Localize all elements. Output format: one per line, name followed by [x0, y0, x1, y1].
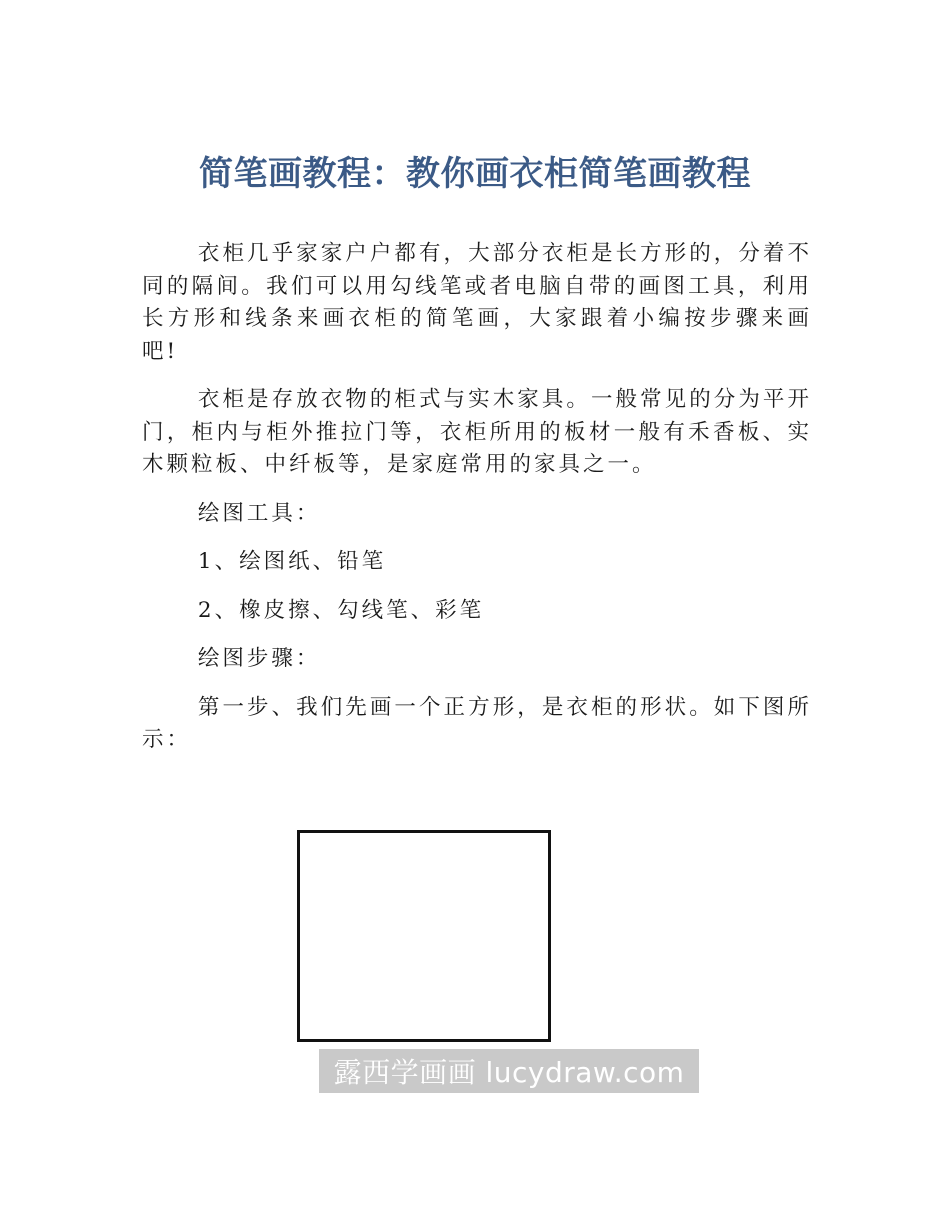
- document-body: [142, 238, 812, 773]
- paragraph-tools-heading: 绘图工具：: [197, 500, 321, 526]
- paragraph-description: 衣柜是存放衣物的柜式与实木家具。一般常见的分为平开门，柜内与柜外推拉门等，衣柜所用的板材一般有禾香板、实木颗粒板、中纤板等，是家庭常用的家具之一。: [142, 387, 812, 477]
- paragraph-intro: 衣柜几乎家家户户都有，大部分衣柜是长方形的，分着不同的隔间。我们可以用勾线笔或者电脑自带的画图工具，利用长方形和线条来画衣柜的简笔画，大家跟着小编按步骤来画吧!: [142, 241, 812, 364]
- watermark-banner: [319, 1049, 699, 1093]
- watermark-text: 露西学画画 lucydraw.com: [333, 1056, 685, 1089]
- document-title: 简笔画教程：教你画衣柜简笔画教程: [199, 154, 751, 194]
- paragraph-steps-heading: 绘图步骤：: [197, 646, 321, 671]
- step-1-square-drawing: [297, 830, 551, 1042]
- paragraph-tool-item-1: 1、绘图纸、铅笔: [197, 549, 387, 574]
- paragraph-tool-item-2: 2、橡皮擦、勾线笔、彩笔: [197, 597, 485, 623]
- paragraph-step-1: 第一步、我们先画一个正方形，是衣柜的形状。如下图所示：: [142, 694, 812, 752]
